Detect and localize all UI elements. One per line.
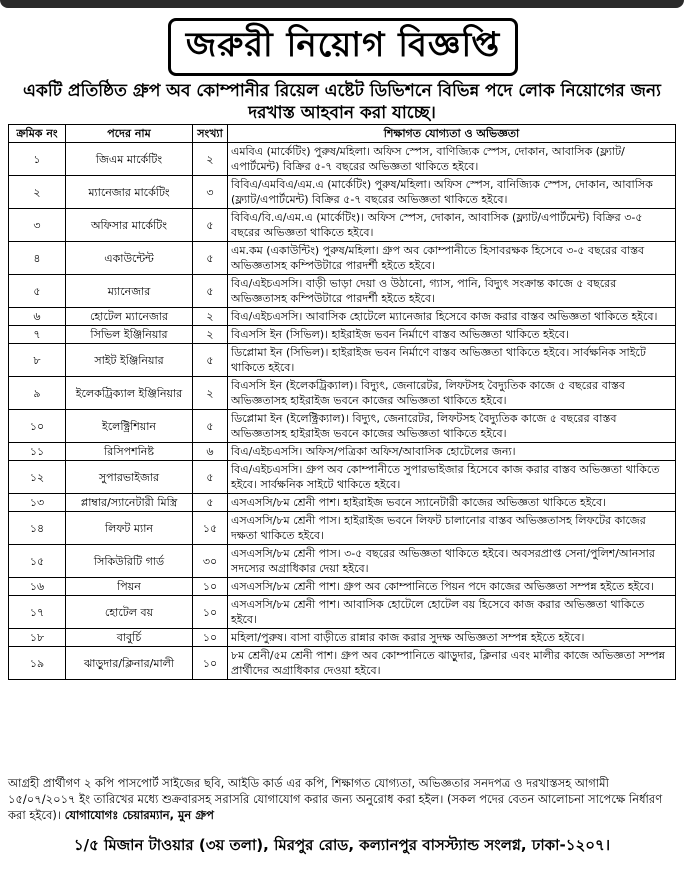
- serial-cell: ১৫: [9, 545, 66, 578]
- requirements-cell: এসএসসি/৮ম শ্রেনী পাস। হাইরাইজ ভবনে লিফট চালানোর বাস্তব অভিজ্ঞতাসহ লিফটের কাজের দক্ষতা থাকিতে হইবে।: [228, 512, 676, 545]
- requirements-cell: এমবিএ (মার্কেটিং) পুরুষ/মহিলা। অফিস স্পেস, বাণিজ্যিক স্পেস, দোকান, আবাসিক (ফ্ল্যাট/এপার্টমেন্ট) বিক্রির ৫-৭ বছরের অভিজ্ঞতা থাকিতে হইবে।: [228, 143, 676, 176]
- post-cell: রিসিপশনিষ্ট: [66, 443, 193, 461]
- address-text: ১/৫ মিজান টাওয়ার (৩য় তলা), মিরপুর রোড, কল্যানপুর বাসস্ট্যান্ড সংলগ্ন, ঢাকা-১২০৭।: [73, 836, 611, 854]
- jobs-table: [8, 124, 676, 680]
- quantity-cell: ১০: [193, 629, 228, 647]
- serial-cell: ১৯: [9, 647, 66, 680]
- table-row: [9, 545, 676, 578]
- post-cell: সাইট ইঞ্জিনিয়ার: [66, 344, 193, 377]
- quantity-cell: ২: [193, 377, 228, 410]
- quantity-cell: ৩: [193, 176, 228, 209]
- instructions-text: আগ্রহী প্রার্থীগণ ২ কপি পাসপোর্ট সাইজের ছবি, আইডি কার্ড এর কপি, শিক্ষাগত যোগ্যতা, অভিজ্ঞতার সনদপত্র ও দরখাস্তসহ আগামী ১৫/০৭/২০১৭ ইং তারিখের মধ্যে শুক্রবারসহ সরাসরি যোগাযোগ করার জন্য অনুরোধ করা হইল। (সকল পদের বেতন আলোচনা সাপেক্ষে নির্ধারণ করা হইবে)।: [8, 776, 663, 822]
- serial-cell: ৪: [9, 242, 66, 275]
- serial-cell: ১: [9, 143, 66, 176]
- requirements-cell: এসএসসি/৮ম শ্রেনী পাস। ৩-৫ বছরের অভিজ্ঞতা থাকিতে হইবে। অবসরপ্রাপ্ত সেনা/পুলিশ/আনসার সদস্যের অগ্রাধিকার দেয়া হইবে।: [228, 545, 676, 578]
- post-cell: সিভিল ইঞ্জিনিয়ার: [66, 326, 193, 344]
- quantity-cell: ১০: [193, 647, 228, 680]
- quantity-cell: ৫: [193, 209, 228, 242]
- quantity-cell: ২: [193, 326, 228, 344]
- table-body: [9, 143, 676, 680]
- serial-cell: ১৮: [9, 629, 66, 647]
- post-cell: ম্যানেজার মার্কেটিং: [66, 176, 193, 209]
- table-row: [9, 443, 676, 461]
- table-row: [9, 377, 676, 410]
- table-row: [9, 344, 676, 377]
- requirements-cell: বিএ/এইচএসসি। বাড়ী ভাড়া দেয়া ও উঠানো, গ্যাস, পানি, বিদ্যুৎ সংক্রান্ত কাজে ৫ বছরের অভিজ্ঞতাসহ কম্পিউটারে পারদর্শী হইতে হইবে।: [228, 275, 676, 308]
- quantity-cell: ১৫: [193, 512, 228, 545]
- requirements-cell: এসএসসি/৮ম শ্রেনী পাশ। হাইরাইজ ভবনে স্যানেটারী কাজের অভিজ্ঞতা থাকিতে হইবে।: [228, 494, 676, 512]
- header-serial: ক্রমিক নং: [9, 125, 66, 143]
- table-row: [9, 410, 676, 443]
- quantity-cell: ১০: [193, 596, 228, 629]
- requirements-cell: বিএসসি ইন (ইলেকট্রিক্যাল)। বিদ্যুৎ, জেনারেটর, লিফটসহ বৈদ্যুতিক কাজে ৫ বছরের বাস্তব অভিজ্ঞতাসহ হাইরাইজ ভবনে কাজের অভিজ্ঞতা থাকিতে হইবে।: [228, 377, 676, 410]
- serial-cell: ১২: [9, 461, 66, 494]
- post-cell: ম্যানেজার: [66, 275, 193, 308]
- table-row: [9, 512, 676, 545]
- post-cell: হোটেল বয়: [66, 596, 193, 629]
- serial-cell: ৭: [9, 326, 66, 344]
- table-row: [9, 461, 676, 494]
- table-row: [9, 143, 676, 176]
- serial-cell: ১৩: [9, 494, 66, 512]
- table-row: [9, 176, 676, 209]
- requirements-cell: বিবিএ/এমবিএ/এম.এ (মার্কেটিং) পুরুষ/মহিলা। অফিস স্পেস, বানিজ্যিক স্পেস, দোকান, আবাসিক (ফ্ল্যাট/এপার্টমেন্ট) বিক্রির ৫-৭ বছরের অভিজ্ঞতা থাকিতে হইবে।: [228, 176, 676, 209]
- intro-text: একটি প্রতিষ্ঠিত গ্রুপ অব কোম্পানীর রিয়েল এষ্টেট ডিভিশনে বিভিন্ন পদে লোক নিয়োগের জন্য দরখাস্ত আহবান করা যাচ্ছে।: [23, 81, 661, 123]
- quantity-cell: ৩০: [193, 545, 228, 578]
- post-cell: একাউন্টেন্ট: [66, 242, 193, 275]
- quantity-cell: ৫: [193, 494, 228, 512]
- serial-cell: ১৪: [9, 512, 66, 545]
- post-cell: ঝাড়ুদার/ক্লিনার/মালী: [66, 647, 193, 680]
- serial-cell: ১১: [9, 443, 66, 461]
- serial-cell: ২: [9, 176, 66, 209]
- table-row: [9, 629, 676, 647]
- quantity-cell: ২: [193, 308, 228, 326]
- post-cell: জিএম মার্কেটিং: [66, 143, 193, 176]
- requirements-cell: বিএসসি ইন (সিভিল)। হাইরাইজ ভবন নির্মাণে বাস্তব অভিজ্ঞতা থাকিতে হইবে।: [228, 326, 676, 344]
- requirements-cell: ডিপ্লোমা ইন (ইলেক্ট্রিক্যাল)। বিদ্যুৎ, জেনারেটর, লিফটসহ বৈদ্যুতিক কাজে ৫ বছরের বাস্তব অভিজ্ঞতাসহ হাইরাইজ ভবনে কাজের অভিজ্ঞতা থাকিতে হইবে।: [228, 410, 676, 443]
- post-cell: লিফট ম্যান: [66, 512, 193, 545]
- serial-cell: ৬: [9, 308, 66, 326]
- header-post: পদের নাম: [66, 125, 193, 143]
- serial-cell: ৮: [9, 344, 66, 377]
- post-cell: অফিসার মার্কেটিং: [66, 209, 193, 242]
- post-cell: সুপারভাইজার: [66, 461, 193, 494]
- requirements-cell: বিএ/এইচএসসি। আবাসিক হোটেলে ম্যানেজার হিসেবে কাজ করার বাস্তব অভিজ্ঞতা থাকিতে হইবে।: [228, 308, 676, 326]
- requirements-cell: বিএ/এইচএসসি। অফিস/পত্রিকা অফিস/আবাসিক হোটেলের জন্য।: [228, 443, 676, 461]
- requirements-cell: মহিলা/পুরুষ। বাসা বাড়ীতে রান্নার কাজ করার সুদক্ষ অভিজ্ঞতা সম্পন্ন হইতে হইবে।: [228, 629, 676, 647]
- post-cell: পিয়ন: [66, 578, 193, 596]
- page-title: জরুরী নিয়োগ বিজ্ঞপ্তি: [168, 18, 518, 76]
- requirements-cell: এসএসসি/৮ম শ্রেনী পাশ। আবাসিক হোটেলে হোটেল বয় হিসেবে কাজ করার অভিজ্ঞতা থাকিতে হইবে।: [228, 596, 676, 629]
- quantity-cell: ৫: [193, 410, 228, 443]
- table-row: [9, 209, 676, 242]
- table-row: [9, 647, 676, 680]
- serial-cell: ৩: [9, 209, 66, 242]
- header-quantity: সংখ্যা: [193, 125, 228, 143]
- header-requirements: শিক্ষাগত যোগ্যতা ও অভিজ্ঞতা: [228, 125, 676, 143]
- table-row: [9, 326, 676, 344]
- table-row: [9, 596, 676, 629]
- requirements-cell: বিএ/এইচএসসি। গ্রুপ অব কোম্পানীতে সুপারভাইজার হিসেবে কাজ করার বাস্তব অভিজ্ঞতা থাকিতে হইবে। সার্বক্ষনিক সাইটে থাকিতে হইবে।: [228, 461, 676, 494]
- requirements-cell: এসএসসি/৮ম শ্রেনী পাশ। গ্রুপ অব কোম্পানিতে পিয়ন পদে কাজের অভিজ্ঞতা সম্পন্ন হইতে হইবে।: [228, 578, 676, 596]
- footer-instructions: [8, 775, 676, 823]
- quantity-cell: ৫: [193, 275, 228, 308]
- quantity-cell: ৬: [193, 443, 228, 461]
- table-row: [9, 275, 676, 308]
- post-cell: প্লাম্বার/স্যানেটারী মিস্ত্রি: [66, 494, 193, 512]
- serial-cell: ১০: [9, 410, 66, 443]
- table-row: [9, 242, 676, 275]
- quantity-cell: ৫: [193, 344, 228, 377]
- requirements-cell: এম.কম (একাউন্টিং) পুরুষ/মহিলা। গ্রুপ অব কোম্পানীতে হিসাবরক্ষক হিসেবে ৩-৫ বছরের বাস্তব অভিজ্ঞতাসহ কম্পিউটারে পারদর্শী হইতে হইবে।: [228, 242, 676, 275]
- serial-cell: ১৭: [9, 596, 66, 629]
- post-cell: বাবুর্চি: [66, 629, 193, 647]
- contact-text: যোগাযোগঃ চেয়ারম্যান, মুন গ্রুপ: [64, 808, 214, 822]
- requirements-cell: ডিপ্লোমা ইন (সিভিল)। হাইরাইজ ভবন নির্মাণে বাস্তব অভিজ্ঞতা থাকিতে হইবে। সার্বক্ষনিক সাইটে থাকিতে হইবে।: [228, 344, 676, 377]
- quantity-cell: ২: [193, 143, 228, 176]
- quantity-cell: ১০: [193, 578, 228, 596]
- post-cell: ইলেকট্রিক্যাল ইঞ্জিনিয়ার: [66, 377, 193, 410]
- serial-cell: ৫: [9, 275, 66, 308]
- table-row: [9, 308, 676, 326]
- quantity-cell: ৫: [193, 242, 228, 275]
- requirements-cell: বিবিএ/বি.এ/এম.এ (মার্কেটিং)। অফিস স্পেস, দোকান, আবাসিক (ফ্ল্যাট/এপার্টমেন্ট) বিক্রির ৩-৫ বছরের অভিজ্ঞতা থাকিতে হইবে।: [228, 209, 676, 242]
- quantity-cell: ৫: [193, 461, 228, 494]
- post-cell: হোটেল ম্যানেজার: [66, 308, 193, 326]
- post-cell: ইলেক্ট্রিশিয়ান: [66, 410, 193, 443]
- serial-cell: ৯: [9, 377, 66, 410]
- table-row: [9, 494, 676, 512]
- requirements-cell: ৮ম শ্রেনী/৫ম শ্রেনী পাশ। গ্রুপ অব কোম্পানিতে ঝাড়ুদার, ক্লিনার এবং মালীর কাজে অভিজ্ঞতা সম্পন্ন প্রার্থীদের অগ্রাধিকার দেওয়া হইবে।: [228, 647, 676, 680]
- table-header-row: [9, 125, 676, 143]
- serial-cell: ১৬: [9, 578, 66, 596]
- post-cell: সিকিউরিটি গার্ড: [66, 545, 193, 578]
- table-row: [9, 578, 676, 596]
